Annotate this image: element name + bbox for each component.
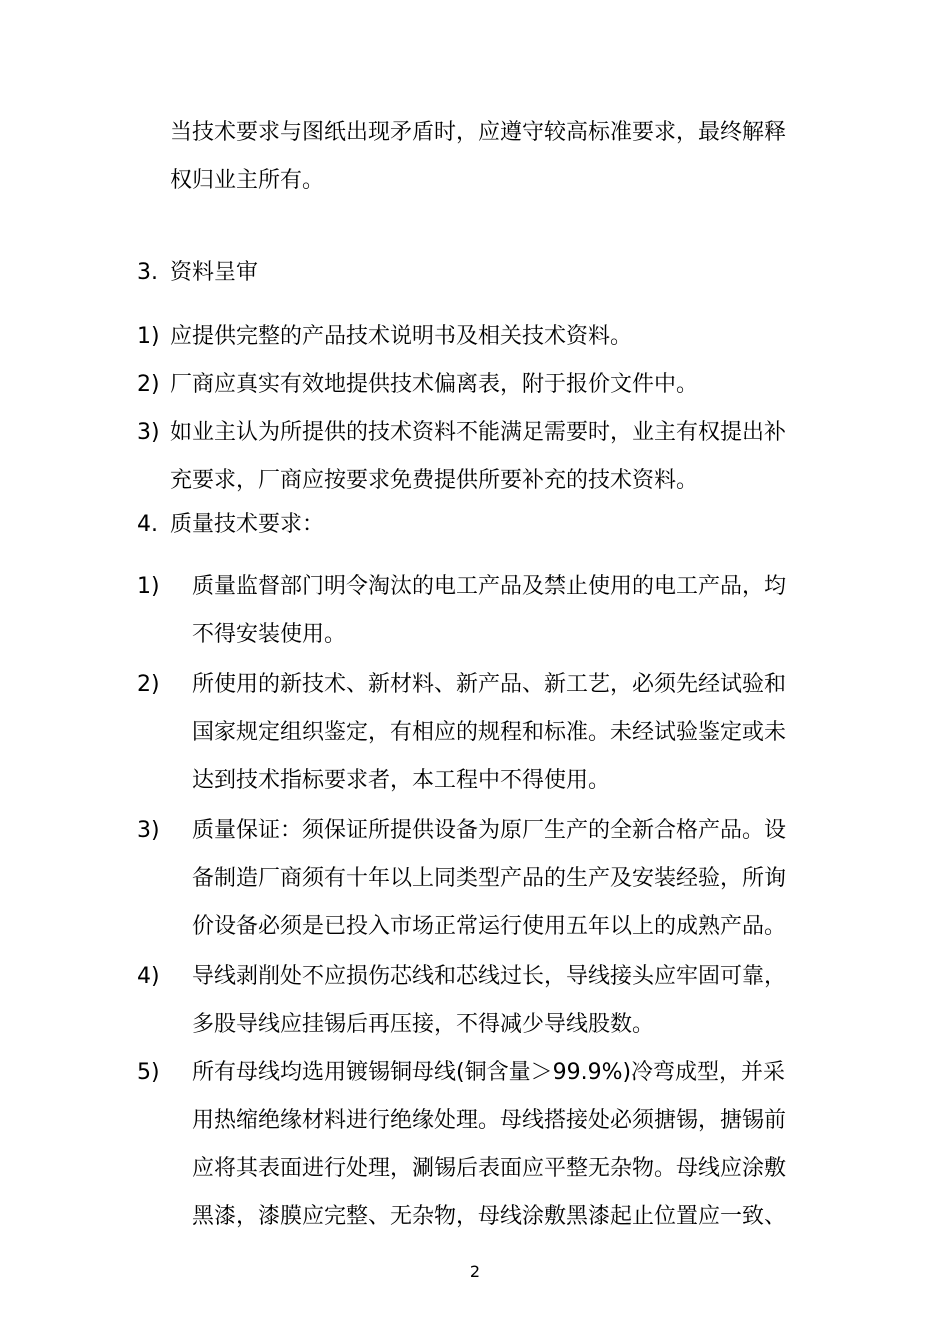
list-item-line: 所使用的新技术、新材料、新产品、新工艺，必须先经试验和 bbox=[192, 672, 787, 697]
section-number: 3. bbox=[137, 260, 158, 285]
list-item-line: 备制造厂商须有十年以上同类型产品的生产及安装经验，所询 bbox=[192, 866, 787, 891]
list-item-number: 3) bbox=[137, 420, 160, 445]
section-title: 质量技术要求： bbox=[170, 512, 325, 537]
list-item-number: 5) bbox=[137, 1060, 160, 1085]
page-number: 2 bbox=[469, 1262, 481, 1281]
list-item-line: 用热缩绝缘材料进行绝缘处理。母线搭接处必须搪锡，搪锡前 bbox=[192, 1108, 787, 1133]
list-item-line: 所有母线均选用镀锡铜母线(铜含量＞99.9%)冷弯成型，并采 bbox=[192, 1060, 786, 1085]
section-title: 资料呈审 bbox=[170, 260, 259, 285]
list-item-number: 3) bbox=[137, 818, 160, 843]
list-item-number: 4) bbox=[137, 964, 160, 989]
intro-line: 权归业主所有。 bbox=[170, 168, 325, 193]
list-item-line: 应将其表面进行处理，涮锡后表面应平整无杂物。母线应涂敷 bbox=[192, 1156, 787, 1181]
list-item-line: 价设备必须是已投入市场正常运行使用五年以上的成熟产品。 bbox=[192, 914, 787, 939]
list-item-line: 国家规定组织鉴定，有相应的规程和标准。未经试验鉴定或未 bbox=[192, 720, 787, 745]
list-item-line: 质量保证：须保证所提供设备为原厂生产的全新合格产品。设 bbox=[192, 818, 787, 843]
list-item-line: 导线剥削处不应损伤芯线和芯线过长，导线接头应牢固可靠， bbox=[192, 964, 787, 989]
section-number: 4. bbox=[137, 512, 158, 537]
intro-line: 当技术要求与图纸出现矛盾时，应遵守较高标准要求，最终解释 bbox=[170, 120, 787, 145]
list-item-line: 黑漆，漆膜应完整、无杂物，母线涂敷黑漆起止位置应一致、 bbox=[192, 1204, 787, 1229]
list-item-line: 厂商应真实有效地提供技术偏离表，附于报价文件中。 bbox=[170, 372, 699, 397]
list-item-number: 2) bbox=[137, 672, 160, 697]
list-item-line: 如业主认为所提供的技术资料不能满足需要时，业主有权提出补 bbox=[170, 420, 787, 445]
list-item-line: 达到技术指标要求者，本工程中不得使用。 bbox=[192, 768, 611, 793]
list-item-line: 不得安装使用。 bbox=[192, 622, 347, 647]
list-item-number: 1) bbox=[137, 324, 160, 349]
list-item-number: 1) bbox=[137, 574, 160, 599]
list-item-line: 多股导线应挂锡后再压接，不得减少导线股数。 bbox=[192, 1012, 655, 1037]
list-item-number: 2) bbox=[137, 372, 160, 397]
list-item-line: 质量监督部门明令淘汰的电工产品及禁止使用的电工产品，均 bbox=[192, 574, 787, 599]
list-item-line: 应提供完整的产品技术说明书及相关技术资料。 bbox=[170, 324, 633, 349]
list-item-line: 充要求，厂商应按要求免费提供所要补充的技术资料。 bbox=[170, 468, 699, 493]
